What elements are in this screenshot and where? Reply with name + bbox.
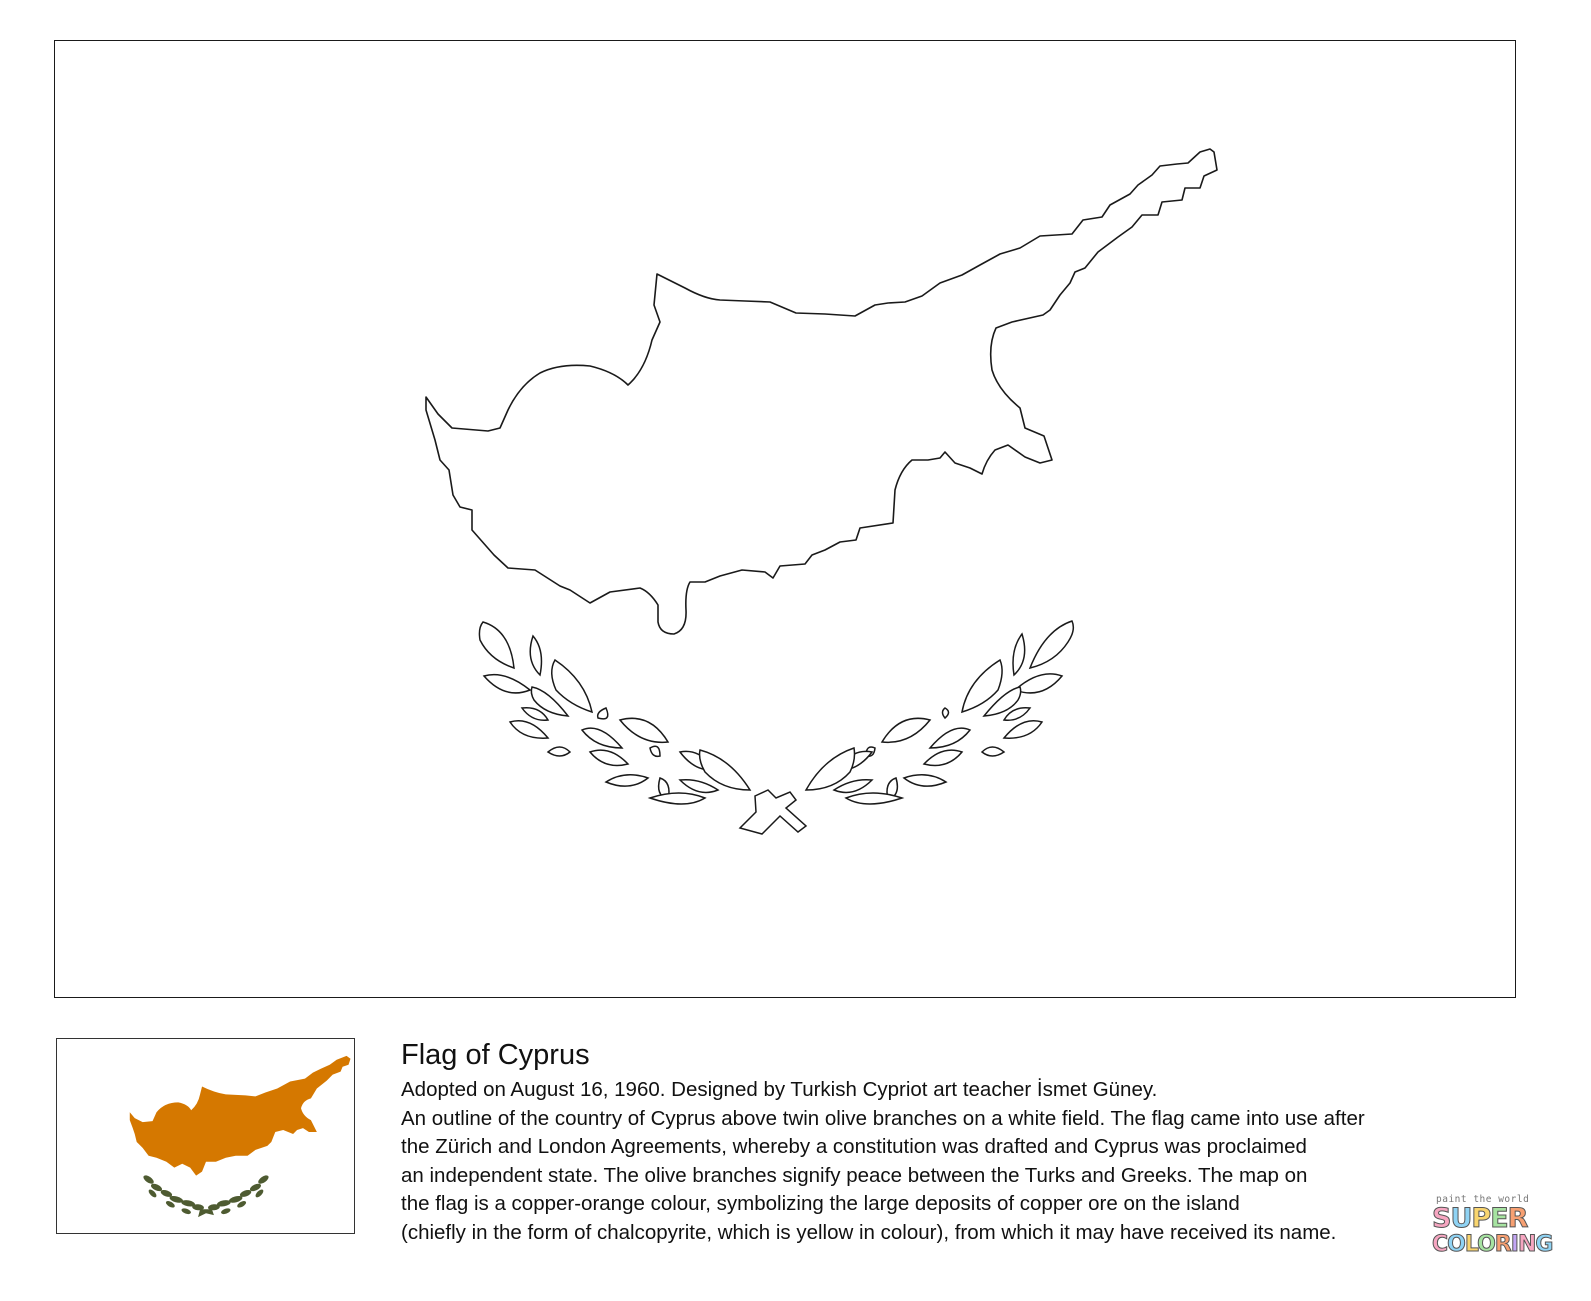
description-line: Adopted on August 16, 1960. Designed by Turkish Cypriot art teacher İsmet Güney. (401, 1078, 1158, 1101)
logo-letter: C (1432, 1232, 1448, 1257)
description-line: (chiefly in the form of chalcopyrite, which is yellow in colour), from which it may have received its name. (401, 1220, 1337, 1244)
logo-letter: R (1507, 1203, 1528, 1234)
logo-letter: S (1432, 1203, 1451, 1234)
logo-letter: O (1447, 1232, 1465, 1257)
logo-letter: E (1490, 1203, 1508, 1234)
logo-letter: P (1471, 1203, 1491, 1234)
reference-flag-thumbnail (56, 1038, 355, 1234)
logo-letter: N (1517, 1232, 1536, 1257)
left-olive-branch-outline (479, 622, 750, 804)
olive-branches-green (142, 1174, 270, 1217)
description-line: An outline of the country of Cyprus above twin olive branches on a white field. The flag came into use after (401, 1106, 1365, 1130)
logo-word-coloring (1432, 1231, 1552, 1258)
right-olive-branch-outline (806, 621, 1073, 804)
island-copper (130, 1056, 351, 1176)
logo-tagline: paint the world (1436, 1194, 1530, 1205)
logo-letter: R (1494, 1232, 1511, 1257)
branch-stem-knot-outline (740, 790, 806, 834)
description-line: an independent state. The olive branches signify peace between the Turks and Greeks. The map on (401, 1163, 1308, 1187)
description-line: the Zürich and London Agreements, whereby a constitution was drafted and Cyprus was proclaimed (401, 1135, 1307, 1158)
island-outline (426, 149, 1217, 634)
super-coloring-logo-icon (1430, 1194, 1553, 1262)
logo-letter: O (1477, 1232, 1495, 1257)
description-line: the flag is a copper-orange colour, symbolizing the large deposits of copper ore on the island (401, 1192, 1240, 1215)
logo-letter: G (1535, 1232, 1553, 1257)
logo-letter: U (1450, 1203, 1472, 1234)
flag-description (401, 1036, 1481, 1247)
logo-letter: I (1510, 1232, 1518, 1257)
logo-word-super (1432, 1205, 1527, 1232)
flag-title: Flag of Cyprus (401, 1039, 590, 1071)
logo-letter: L (1464, 1232, 1478, 1257)
cyprus-flag-color-icon (57, 1039, 354, 1233)
